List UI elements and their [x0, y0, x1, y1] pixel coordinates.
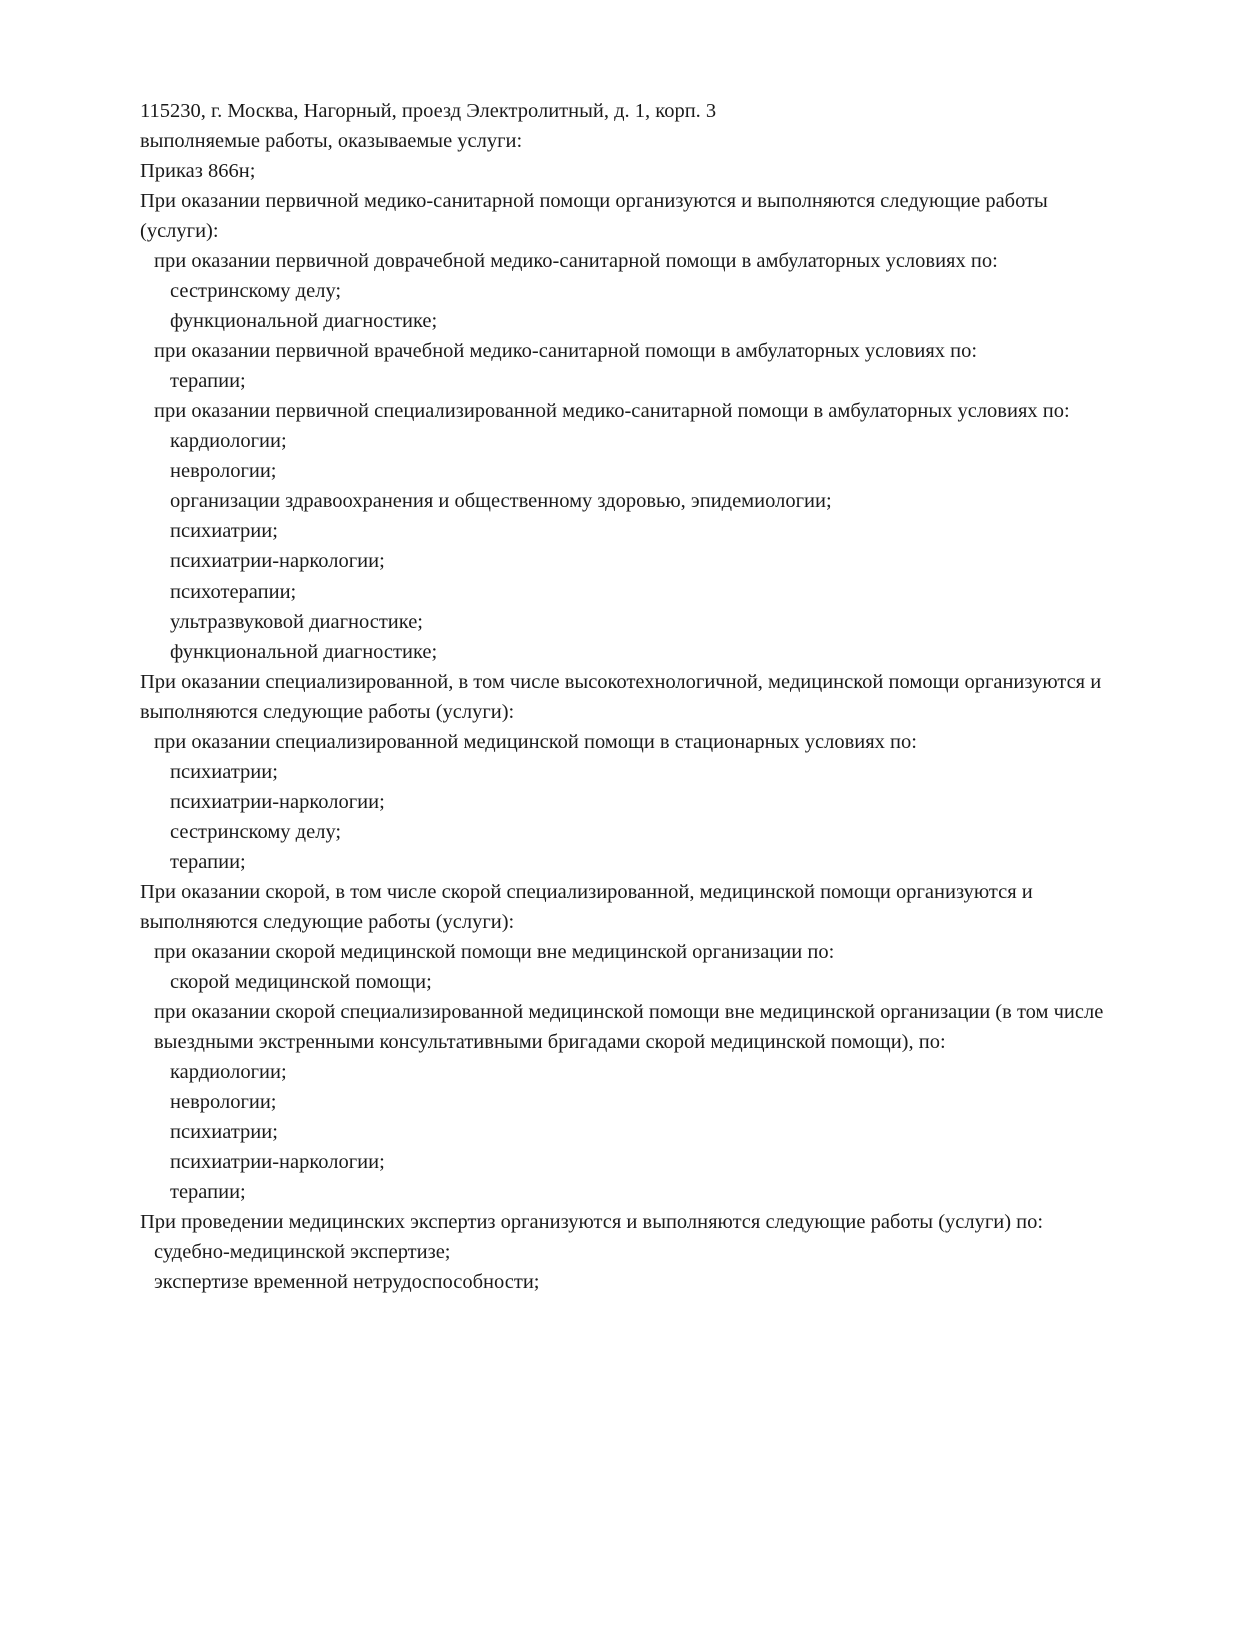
document-line: при оказании скорой медицинской помощи вне медицинской организации по: [154, 940, 835, 963]
document-line: при оказании специализированной медицинской помощи в стационарных условиях по: [154, 730, 917, 753]
document-line: При оказании скорой, в том числе скорой специализированной, медицинской помощи организуются и выполняются следующие работы (услуги): [140, 880, 1038, 933]
document-line: кардиологии; [170, 430, 287, 453]
document-line: Приказ 866н; [140, 160, 256, 183]
document-line: психиатрии-наркологии; [170, 1151, 385, 1174]
document-line: выполняемые работы, оказываемые услуги: [140, 130, 523, 153]
document-line: сестринскому делу; [170, 280, 342, 303]
document-line: психотерапии; [170, 580, 297, 603]
document-line: кардиологии; [170, 1061, 287, 1083]
document-line: психиатрии-наркологии; [170, 550, 385, 573]
document-line: 115230, г. Москва, Нагорный, проезд Электролитный, д. 1, корп. 3 [140, 100, 717, 122]
document-line: при оказании первичной специализированной медико-санитарной помощи в амбулаторных условиях по: [154, 400, 1070, 423]
document-line: функциональной диагностике; [170, 310, 438, 333]
document-line: организации здравоохранения и общественному здоровью, эпидемиологии; [170, 490, 832, 513]
document-line: при оказании скорой специализированной медицинской помощи вне медицинской организации (в том числе выездными экстренными консультативными бригадами скорой медицинской помощи), по: [154, 1000, 1109, 1053]
document-line: при оказании первичной доврачебной медико-санитарной помощи в амбулаторных условиях по: [154, 250, 998, 273]
document-line: психиатрии-наркологии; [170, 790, 385, 813]
document-line: функциональной диагностике; [170, 640, 438, 663]
document-line: неврологии; [170, 1091, 277, 1114]
document-line: экспертизе временной нетрудоспособности; [154, 1271, 540, 1294]
document-line: сестринскому делу; [170, 820, 342, 843]
document-line: психиатрии; [170, 760, 278, 783]
document-line: терапии; [170, 850, 246, 873]
document-line: судебно-медицинской экспертизе; [154, 1241, 451, 1264]
document-line: При проведении медицинских экспертиз организуются и выполняются следующие работы (услуги) по: [140, 1211, 1044, 1234]
document-line: терапии; [170, 1181, 246, 1204]
document-text-body [140, 96, 1109, 1297]
document-line: психиатрии; [170, 1121, 278, 1144]
document-line: неврологии; [170, 460, 277, 483]
document-line: при оказании первичной врачебной медико-санитарной помощи в амбулаторных условиях по: [154, 340, 978, 363]
document-line: психиатрии; [170, 520, 278, 543]
document-line: ультразвуковой диагностике; [170, 610, 423, 633]
document-line: При оказании первичной медико-санитарной помощи организуются и выполняются следующие работы (услуги): [140, 190, 1053, 243]
document-line: скорой медицинской помощи; [170, 970, 432, 993]
document-line: При оказании специализированной, в том числе высокотехнологичной, медицинской помощи организуются и выполняются следующие работы (услуги): [140, 670, 1107, 723]
document-line: терапии; [170, 370, 246, 393]
